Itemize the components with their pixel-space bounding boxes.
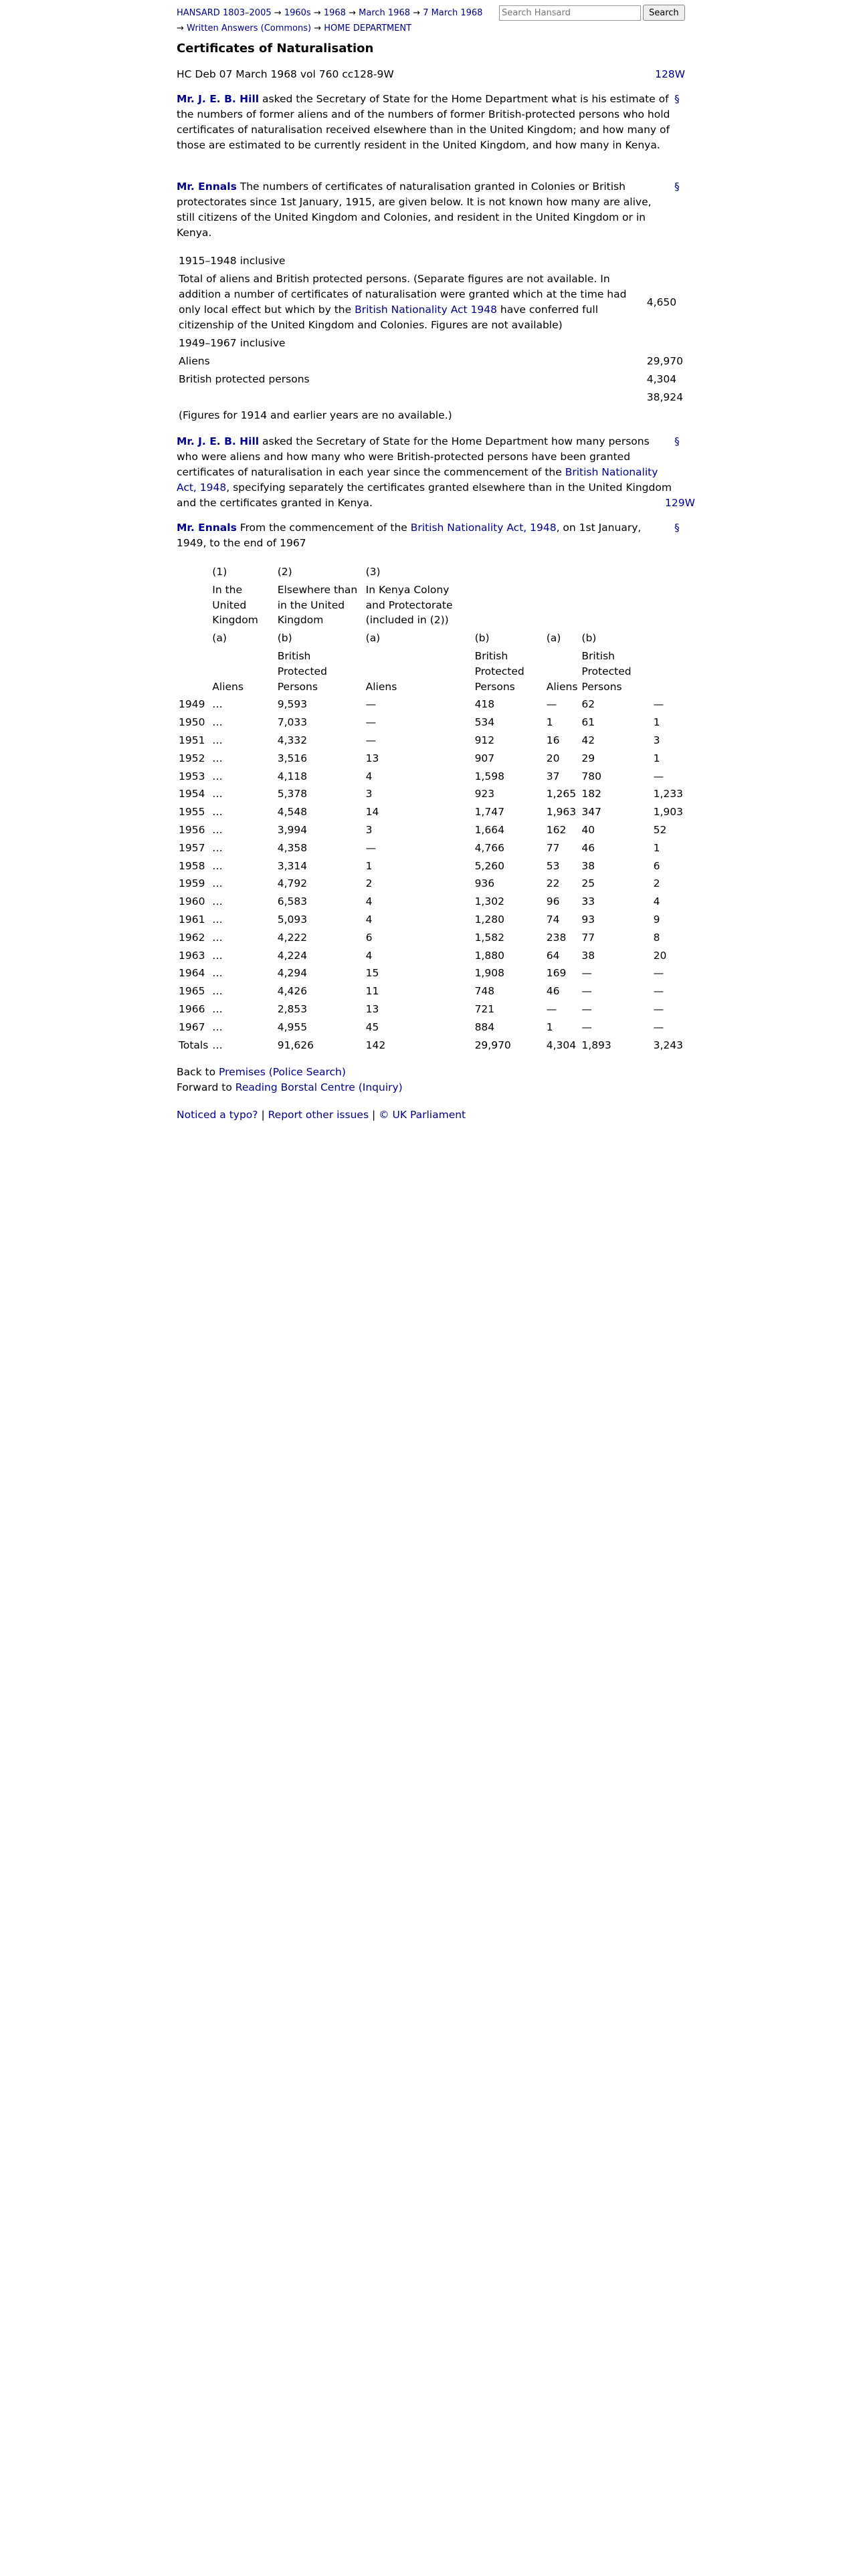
value-cell: 40 (581, 823, 595, 836)
question-text: asked the Secretary of State for the Home Department how many persons who were aliens and how many who were British-protected persons have been granted certificates of naturalisation in each year since the commencement of the (177, 435, 650, 478)
sub-label: British Protected Persons (474, 649, 524, 693)
value-cell: 77 (546, 841, 560, 854)
ellipsis-cell: … (212, 913, 223, 926)
value-cell: 11 (365, 985, 379, 998)
year-cell: 1953 (179, 770, 205, 782)
footer-separator: | (369, 1109, 379, 1121)
value-cell: 74 (546, 913, 560, 926)
value-cell: 25 (581, 877, 595, 890)
value-cell: 6 (653, 859, 660, 872)
table-row (177, 768, 685, 786)
value-cell: 4 (365, 895, 373, 908)
table-row (177, 389, 685, 407)
value-cell: 13 (365, 1002, 379, 1015)
col-title: In the United Kingdom (212, 583, 258, 627)
value-cell: 46 (581, 841, 595, 854)
breadcrumb-year[interactable]: 1968 (323, 8, 346, 18)
table-row (177, 352, 685, 370)
value-cell: 3,516 (277, 752, 308, 764)
value-cell: 64 (546, 949, 560, 962)
value-cell: — (581, 1021, 592, 1033)
value-cell: — (581, 967, 592, 980)
value-cell: 42 (581, 734, 595, 746)
value-cell: 3 (653, 734, 660, 746)
sub-letter: (b) (581, 632, 597, 645)
value-cell: — (365, 698, 377, 711)
ellipsis-cell: … (212, 788, 223, 800)
value-cell: 45 (365, 1021, 379, 1033)
table-row (177, 370, 685, 389)
col-number: (1) (212, 566, 227, 578)
breadcrumb-separator: → (314, 23, 322, 33)
value-cell: 14 (365, 806, 379, 819)
value-cell: 4 (653, 895, 660, 908)
value-cell: 4,358 (277, 841, 308, 854)
certificates-summary-table (177, 252, 685, 425)
year-cell: 1966 (179, 1002, 205, 1015)
value-cell: 1 (653, 752, 660, 764)
value-cell: 4,766 (474, 841, 504, 854)
value-cell: 4,224 (277, 949, 308, 962)
typo-link[interactable]: Noticed a typo? (177, 1109, 258, 1121)
section-link[interactable]: § (674, 435, 680, 447)
year-cell: 1955 (179, 806, 205, 819)
value-cell: 22 (546, 877, 560, 890)
nav-prefix: Forward to (177, 1081, 235, 1093)
value-cell: 29 (581, 752, 595, 764)
value-cell: 923 (474, 788, 495, 800)
act-link[interactable]: British Nationality Act, 1948 (177, 466, 658, 494)
period-label: 1915–1948 inclusive (179, 255, 286, 267)
value-cell: 162 (546, 823, 567, 836)
back-link[interactable]: Premises (Police Search) (219, 1066, 346, 1078)
value-cell: 13 (365, 752, 379, 764)
value-cell: 1,908 (474, 967, 504, 980)
question-2 (177, 434, 672, 511)
value-cell: — (653, 770, 664, 782)
period-label: 1949–1967 inclusive (179, 337, 286, 349)
sub-letter: (b) (277, 632, 292, 645)
column-link-128w[interactable]: 128W (655, 68, 685, 80)
value-cell: — (653, 967, 664, 980)
value-cell: 4,304 (546, 1039, 577, 1051)
value-cell: 3,243 (653, 1039, 683, 1051)
ellipsis-cell: … (212, 716, 223, 729)
value-cell: 1,903 (653, 806, 683, 819)
value-cell: 1,664 (474, 823, 504, 836)
value-cell: 5,378 (277, 788, 308, 800)
row-label: British protected persons (179, 373, 310, 385)
year-cell: 1954 (179, 788, 205, 800)
table-row (177, 1000, 685, 1018)
value-cell: 93 (581, 913, 595, 926)
footer (177, 1107, 466, 1123)
ellipsis-cell: … (212, 1021, 223, 1033)
value-cell: 4,118 (277, 770, 308, 782)
naturalisation-by-year-table (177, 563, 685, 1054)
ellipsis-cell: … (212, 770, 223, 782)
table-row (177, 407, 685, 425)
value-cell: 721 (474, 1002, 495, 1015)
act-link[interactable]: British Nationality Act, 1948 (410, 522, 557, 534)
citation-text: HC Deb 07 March 1968 vol 760 cc128-9W (177, 68, 394, 80)
question-1 (177, 92, 672, 153)
value-cell: 4,792 (277, 877, 308, 890)
value-cell: 5,093 (277, 913, 308, 926)
value-cell: 1,302 (474, 895, 504, 908)
value-cell: 7,033 (277, 716, 308, 729)
value-cell: 4,332 (277, 734, 308, 746)
sub-label: Aliens (546, 680, 578, 693)
table-row (177, 964, 685, 982)
table-row (177, 929, 685, 947)
ellipsis-cell: … (212, 985, 223, 998)
year-cell: 1964 (179, 967, 205, 980)
value-cell: 3 (365, 823, 373, 836)
breadcrumb-separator: → (413, 8, 421, 18)
value-cell: 1 (653, 841, 660, 854)
table-row (177, 334, 685, 352)
value-cell: 6,583 (277, 895, 308, 908)
table-row (177, 270, 685, 334)
row-label (177, 389, 645, 407)
breadcrumb-day[interactable]: 7 March 1968 (423, 8, 483, 18)
value-cell: 9,593 (277, 698, 308, 711)
year-cell: 1951 (179, 734, 205, 746)
breadcrumb-decade[interactable]: 1960s (284, 8, 311, 18)
ellipsis-cell: … (212, 931, 223, 944)
search-input[interactable] (499, 5, 641, 21)
question-text: asked the Secretary of State for the Home Department what is his estimate of the numbers of former aliens and of the numbers of former British-protected persons who hold certificates of naturalisation received elsewhere than in the United Kingdom; and how many of those are estimated to be currently resident in the United Kingdom, and how many in Kenya. (177, 93, 670, 151)
answer-text: , on 1st January, 1949, to the end of 1967 (177, 522, 642, 549)
breadcrumb-separator: → (349, 8, 356, 18)
table-row (177, 911, 685, 929)
row-value: 29,970 (646, 355, 683, 367)
ellipsis-cell: … (212, 823, 223, 836)
value-cell: 3,994 (277, 823, 308, 836)
sub-letter: (a) (365, 632, 381, 645)
table-footnote: (Figures for 1914 and earlier years are no available.) (179, 409, 452, 421)
sub-label: British Protected Persons (277, 649, 327, 693)
sub-label: Aliens (212, 680, 244, 693)
table-row (177, 893, 685, 911)
ellipsis-cell: … (212, 734, 223, 746)
value-cell: 4,426 (277, 985, 308, 998)
table-row (177, 839, 685, 857)
table-row (177, 982, 685, 1000)
sub-letter: (a) (546, 632, 561, 645)
value-cell: 780 (581, 770, 601, 782)
value-cell: 4,548 (277, 806, 308, 819)
year-cell: 1950 (179, 716, 205, 729)
ellipsis-cell: … (212, 698, 223, 711)
value-cell: 182 (581, 788, 601, 800)
table-row (177, 714, 685, 732)
row-value: 4,304 (646, 373, 677, 385)
header-row-numbers (177, 563, 685, 581)
year-cell: 1965 (179, 985, 205, 998)
sub-label: Aliens (365, 680, 397, 693)
value-cell: 91,626 (277, 1039, 314, 1051)
col-number: (2) (277, 566, 292, 578)
header-row-labels (177, 647, 685, 695)
value-cell: 936 (474, 877, 495, 890)
header-row-letters (177, 629, 685, 647)
year-cell: 1961 (179, 913, 205, 926)
value-cell: 1,582 (474, 931, 504, 944)
value-cell: 77 (581, 931, 595, 944)
value-cell: — (653, 1002, 664, 1015)
section-link[interactable]: § (674, 181, 680, 193)
year-cell: 1959 (179, 877, 205, 890)
breadcrumb-hansard[interactable]: HANSARD 1803–2005 (177, 8, 272, 18)
value-cell: 534 (474, 716, 495, 729)
table-row (177, 857, 685, 875)
col-number: (3) (365, 566, 381, 578)
table-row (177, 1018, 685, 1037)
copyright-link[interactable]: © UK Parliament (379, 1109, 466, 1121)
table-row (177, 875, 685, 893)
value-cell: 1,598 (474, 770, 504, 782)
value-cell: 96 (546, 895, 560, 908)
speaker-link[interactable]: Mr. Ennals (177, 181, 237, 193)
sub-letter: (a) (212, 632, 227, 645)
value-cell: 2,853 (277, 1002, 308, 1015)
value-cell: 169 (546, 967, 567, 980)
year-cell: 1967 (179, 1021, 205, 1033)
value-cell: — (365, 734, 377, 746)
sub-label: British Protected Persons (581, 649, 632, 693)
value-cell: 748 (474, 985, 495, 998)
value-cell: 418 (474, 698, 495, 711)
value-cell: 3,314 (277, 859, 308, 872)
value-cell: — (653, 1021, 664, 1033)
ellipsis-cell: … (212, 877, 223, 890)
value-cell: 15 (365, 967, 379, 980)
table-row (177, 821, 685, 839)
value-cell: 912 (474, 734, 495, 746)
answer-2 (177, 520, 672, 551)
value-cell: 33 (581, 895, 595, 908)
table-row (177, 732, 685, 750)
footer-separator: | (258, 1109, 268, 1121)
value-cell: 6 (365, 931, 373, 944)
breadcrumb-section[interactable]: Written Answers (Commons) (187, 23, 312, 33)
value-cell: 4,222 (277, 931, 308, 944)
year-cell: 1949 (179, 698, 205, 711)
answer-text: The numbers of certificates of naturalisation granted in Colonies or British protectorates since 1st January, 1915, are given below. It is not known how many are alive, still citizens of the United Kingdom and Colonies, and resident in the United Kingdom or in Kenya. (177, 181, 652, 239)
year-cell: 1960 (179, 895, 205, 908)
answer-1 (177, 179, 672, 241)
speaker-link[interactable]: Mr. Ennals (177, 522, 237, 534)
year-cell: Totals (179, 1039, 209, 1051)
value-cell: 61 (581, 716, 595, 729)
grand-total: 38,924 (646, 391, 683, 403)
top-bar (177, 0, 685, 39)
section-link[interactable]: § (674, 93, 680, 105)
year-cell: 1962 (179, 931, 205, 944)
value-cell: 3 (365, 788, 373, 800)
value-cell: — (546, 698, 557, 711)
section-link[interactable]: § (674, 522, 680, 534)
search-button[interactable]: Search (643, 5, 685, 21)
value-cell: 53 (546, 859, 560, 872)
year-cell: 1958 (179, 859, 205, 872)
value-cell: — (581, 1002, 592, 1015)
table-row (177, 947, 685, 965)
value-cell: 16 (546, 734, 560, 746)
value-cell: 9 (653, 913, 660, 926)
breadcrumb-department[interactable]: HOME DEPARTMENT (324, 23, 412, 33)
col-title: Elsewhere than in the United Kingdom (277, 583, 358, 627)
value-cell: 1,747 (474, 806, 504, 819)
breadcrumb-separator: → (313, 8, 321, 18)
table-row (177, 252, 685, 270)
question-text: , specifying separately the certificates granted elsewhere than in the United Kingdom and the certificates granted in Kenya. (177, 481, 672, 509)
value-cell: 4 (365, 913, 373, 926)
search-form (499, 5, 685, 21)
value-cell: 238 (546, 931, 567, 944)
value-cell: 1 (365, 859, 373, 872)
value-cell: 4 (365, 949, 373, 962)
value-cell: — (365, 841, 377, 854)
totals-row (177, 1037, 685, 1055)
total-note (177, 270, 645, 334)
note-text: Total of aliens and British protected persons. (Separate figures are not available. In addition a number of certificates of naturalisation were granted which at the time had only local effect but which by the (179, 273, 627, 316)
value-cell: 142 (365, 1039, 386, 1051)
year-cell: 1956 (179, 823, 205, 836)
year-cell: 1952 (179, 752, 205, 764)
forward-link[interactable]: Reading Borstal Centre (Inquiry) (235, 1081, 403, 1093)
speaker-link[interactable]: Mr. J. E. B. Hill (177, 93, 260, 105)
act-link[interactable]: British Nationality Act 1948 (355, 304, 497, 316)
nav-prefix: Back to (177, 1066, 219, 1078)
value-cell: 884 (474, 1021, 495, 1033)
value-cell: — (546, 1002, 557, 1015)
value-cell: 8 (653, 931, 660, 944)
value-cell: 46 (546, 985, 560, 998)
year-cell: 1963 (179, 949, 205, 962)
ellipsis-cell: … (212, 949, 223, 962)
ellipsis-cell: … (212, 841, 223, 854)
ellipsis-cell: … (212, 895, 223, 908)
forward-nav (177, 1080, 403, 1095)
value-cell: 907 (474, 752, 495, 764)
value-cell: 2 (653, 877, 660, 890)
ellipsis-cell: … (212, 967, 223, 980)
value-cell: 4,955 (277, 1021, 308, 1033)
back-nav (177, 1065, 346, 1080)
value-cell: 1,880 (474, 949, 504, 962)
value-cell: 1,963 (546, 806, 577, 819)
ellipsis-cell: … (212, 1002, 223, 1015)
value-cell: — (365, 716, 377, 729)
ellipsis-cell: … (212, 1039, 223, 1051)
value-cell: 29,970 (474, 1039, 511, 1051)
value-cell: 347 (581, 806, 601, 819)
value-cell: 38 (581, 949, 595, 962)
value-cell: 1,893 (581, 1039, 611, 1051)
ellipsis-cell: … (212, 859, 223, 872)
report-issues-link[interactable]: Report other issues (268, 1109, 369, 1121)
value-cell: — (653, 985, 664, 998)
value-cell: 2 (365, 877, 373, 890)
value-cell: 20 (653, 949, 667, 962)
year-cell: 1957 (179, 841, 205, 854)
value-cell: 1 (546, 716, 553, 729)
value-cell: 1 (546, 1021, 553, 1033)
page (177, 0, 695, 1121)
col-title: In Kenya Colony and Protectorate (included in (2)) (365, 583, 453, 627)
citation (177, 67, 685, 82)
table-row (177, 695, 685, 714)
breadcrumb-month[interactable]: March 1968 (359, 8, 410, 18)
value-cell: 4,294 (277, 967, 308, 980)
value-cell: 5,260 (474, 859, 504, 872)
table-row (177, 803, 685, 821)
value-cell: 38 (581, 859, 595, 872)
row-label: Aliens (179, 355, 210, 367)
value-cell: 62 (581, 698, 595, 711)
column-link-129w[interactable]: 129W (665, 497, 695, 509)
value-cell: 52 (653, 823, 667, 836)
ellipsis-cell: … (212, 752, 223, 764)
value-cell: 4 (365, 770, 373, 782)
value-cell: — (653, 698, 664, 711)
breadcrumb-separator: → (274, 8, 282, 18)
answer-text: From the commencement of the (236, 522, 411, 534)
speaker-link[interactable]: Mr. J. E. B. Hill (177, 435, 260, 447)
note-text: have conferred full citizenship of the United Kingdom and Colonies. Figures are not available) (179, 304, 599, 331)
value-cell: — (581, 985, 592, 998)
table-row (177, 785, 685, 803)
value-cell: 20 (546, 752, 560, 764)
header-row-titles (177, 581, 685, 629)
breadcrumb (177, 5, 491, 36)
ellipsis-cell: … (212, 806, 223, 819)
value-cell: 1 (653, 716, 660, 729)
value-cell: 1,233 (653, 788, 683, 800)
table-row (177, 750, 685, 768)
value-cell: 37 (546, 770, 560, 782)
sub-letter: (b) (474, 632, 490, 645)
breadcrumb-separator: → (177, 23, 184, 33)
value-cell: 1,265 (546, 788, 577, 800)
value-cell: 1,280 (474, 913, 504, 926)
total-value: 4,650 (646, 296, 677, 308)
page-title: Certificates of Naturalisation (177, 41, 374, 56)
